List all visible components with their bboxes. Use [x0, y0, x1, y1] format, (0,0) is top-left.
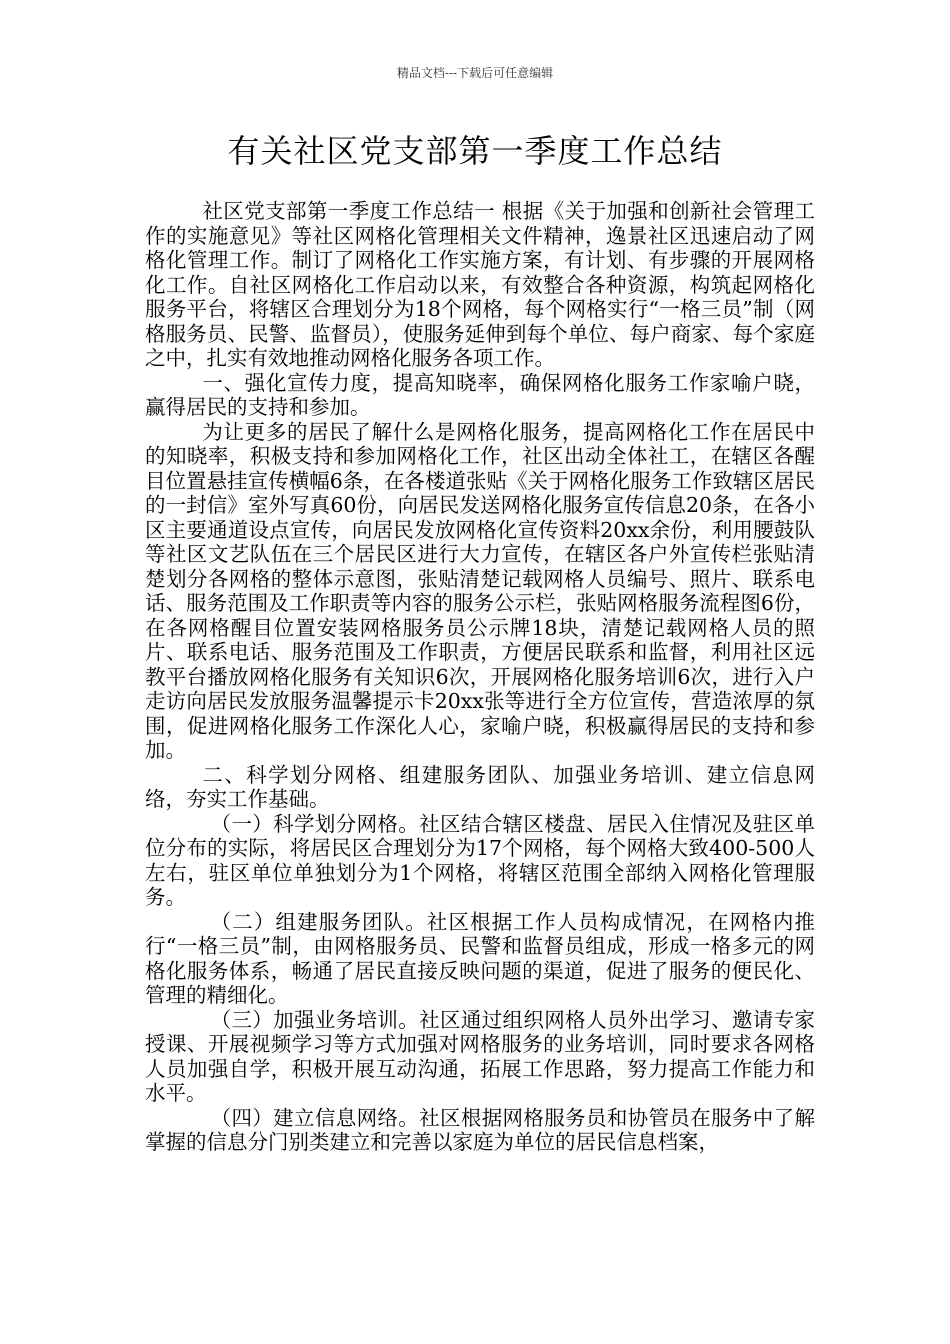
paragraph-grid-division: （一）科学划分网格。社区结合辖区楼盘、居民入住情况及驻区单位分布的实际，将居民区合理划分为17个网格，每个网格大致400-500人左右，驻区单位单独划分为1个网格，将辖区范围全部纳入网格化管理服务。	[145, 811, 815, 909]
paragraph-section-heading-2: 二、科学划分网格、组建服务团队、加强业务培训、建立信息网络，夯实工作基础。	[145, 762, 815, 811]
document-title: 有关社区党支部第一季度工作总结	[227, 132, 723, 170]
paragraph-info-network: （四）建立信息网络。社区根据网格服务员和协管员在服务中了解掌握的信息分门别类建立和完善以家庭为单位的居民信息档案，	[145, 1105, 815, 1154]
paragraph-training: （三）加强业务培训。社区通过组织网格人员外出学习、邀请专家授课、开展视频学习等方式加强对网格服务的业务培训，同时要求各网格人员加强自学，积极开展互动沟通，拓展工作思路，努力提高工作能力和水平。	[145, 1007, 815, 1105]
paragraph-publicity: 为让更多的居民了解什么是网格化服务，提高网格化工作在居民中的知晓率，积极支持和参加网格化工作，社区出动全体社工，在辖区各醒目位置悬挂宣传横幅6条，在各楼道张贴《关于网格化服务工作致辖区居民的一封信》室外写真60份，向居民发送网格化服务宣传信息20条，在各小区主要通道设点宣传，向居民发放网格化宣传资料20xx余份，利用腰鼓队等社区文艺队伍在三个居民区进行大力宣传，在辖区各户外宣传栏张贴清楚划分各网格的整体示意图，张贴清楚记载网格人员编号、照片、联系电话、服务范围及工作职责等内容的服务公示栏，张贴网格服务流程图6份，在各网格醒目位置安装网格服务员公示牌18块，清楚记载网格人员的照片、联系电话、服务范围及工作职责，方便居民联系和监督，利用社区远教平台播放网格化服务有关知识6次，开展网格化服务培训6次，进行入户走访向居民发放服务温馨提示卡20xx张等进行全方位宣传，营造浓厚的氛围，促进网格化服务工作深化人心，家喻户晓，积极赢得居民的支持和参加。	[145, 419, 815, 762]
header-note: 精品文档---下载后可任意编辑	[396, 66, 554, 80]
document-body	[145, 199, 815, 1155]
paragraph-service-team: （二）组建服务团队。社区根据工作人员构成情况，在网格内推行“一格三员”制，由网格服务员、民警和监督员组成，形成一格多元的网格化服务体系，畅通了居民直接反映问题的渠道，促进了服务的便民化、管理的精细化。	[145, 909, 815, 1007]
paragraph-intro: 社区党支部第一季度工作总结一 根据《关于加强和创新社会管理工作的实施意见》等社区网格化管理相关文件精神，逸景社区迅速启动了网格化管理工作。制订了网格化工作实施方案，有计划、有步骤的开展网格化工作。自社区网格化工作启动以来，有效整合各种资源，构筑起网格化服务平台，将辖区合理划分为18个网格，每个网格实行“一格三员”制（网格服务员、民警、监督员），使服务延伸到每个单位、每户商家、每个家庭之中，扎实有效地推动网格化服务各项工作。	[145, 199, 815, 370]
paragraph-section-heading-1: 一、强化宣传力度，提高知晓率，确保网格化服务工作家喻户晓，赢得居民的支持和参加。	[145, 370, 815, 419]
